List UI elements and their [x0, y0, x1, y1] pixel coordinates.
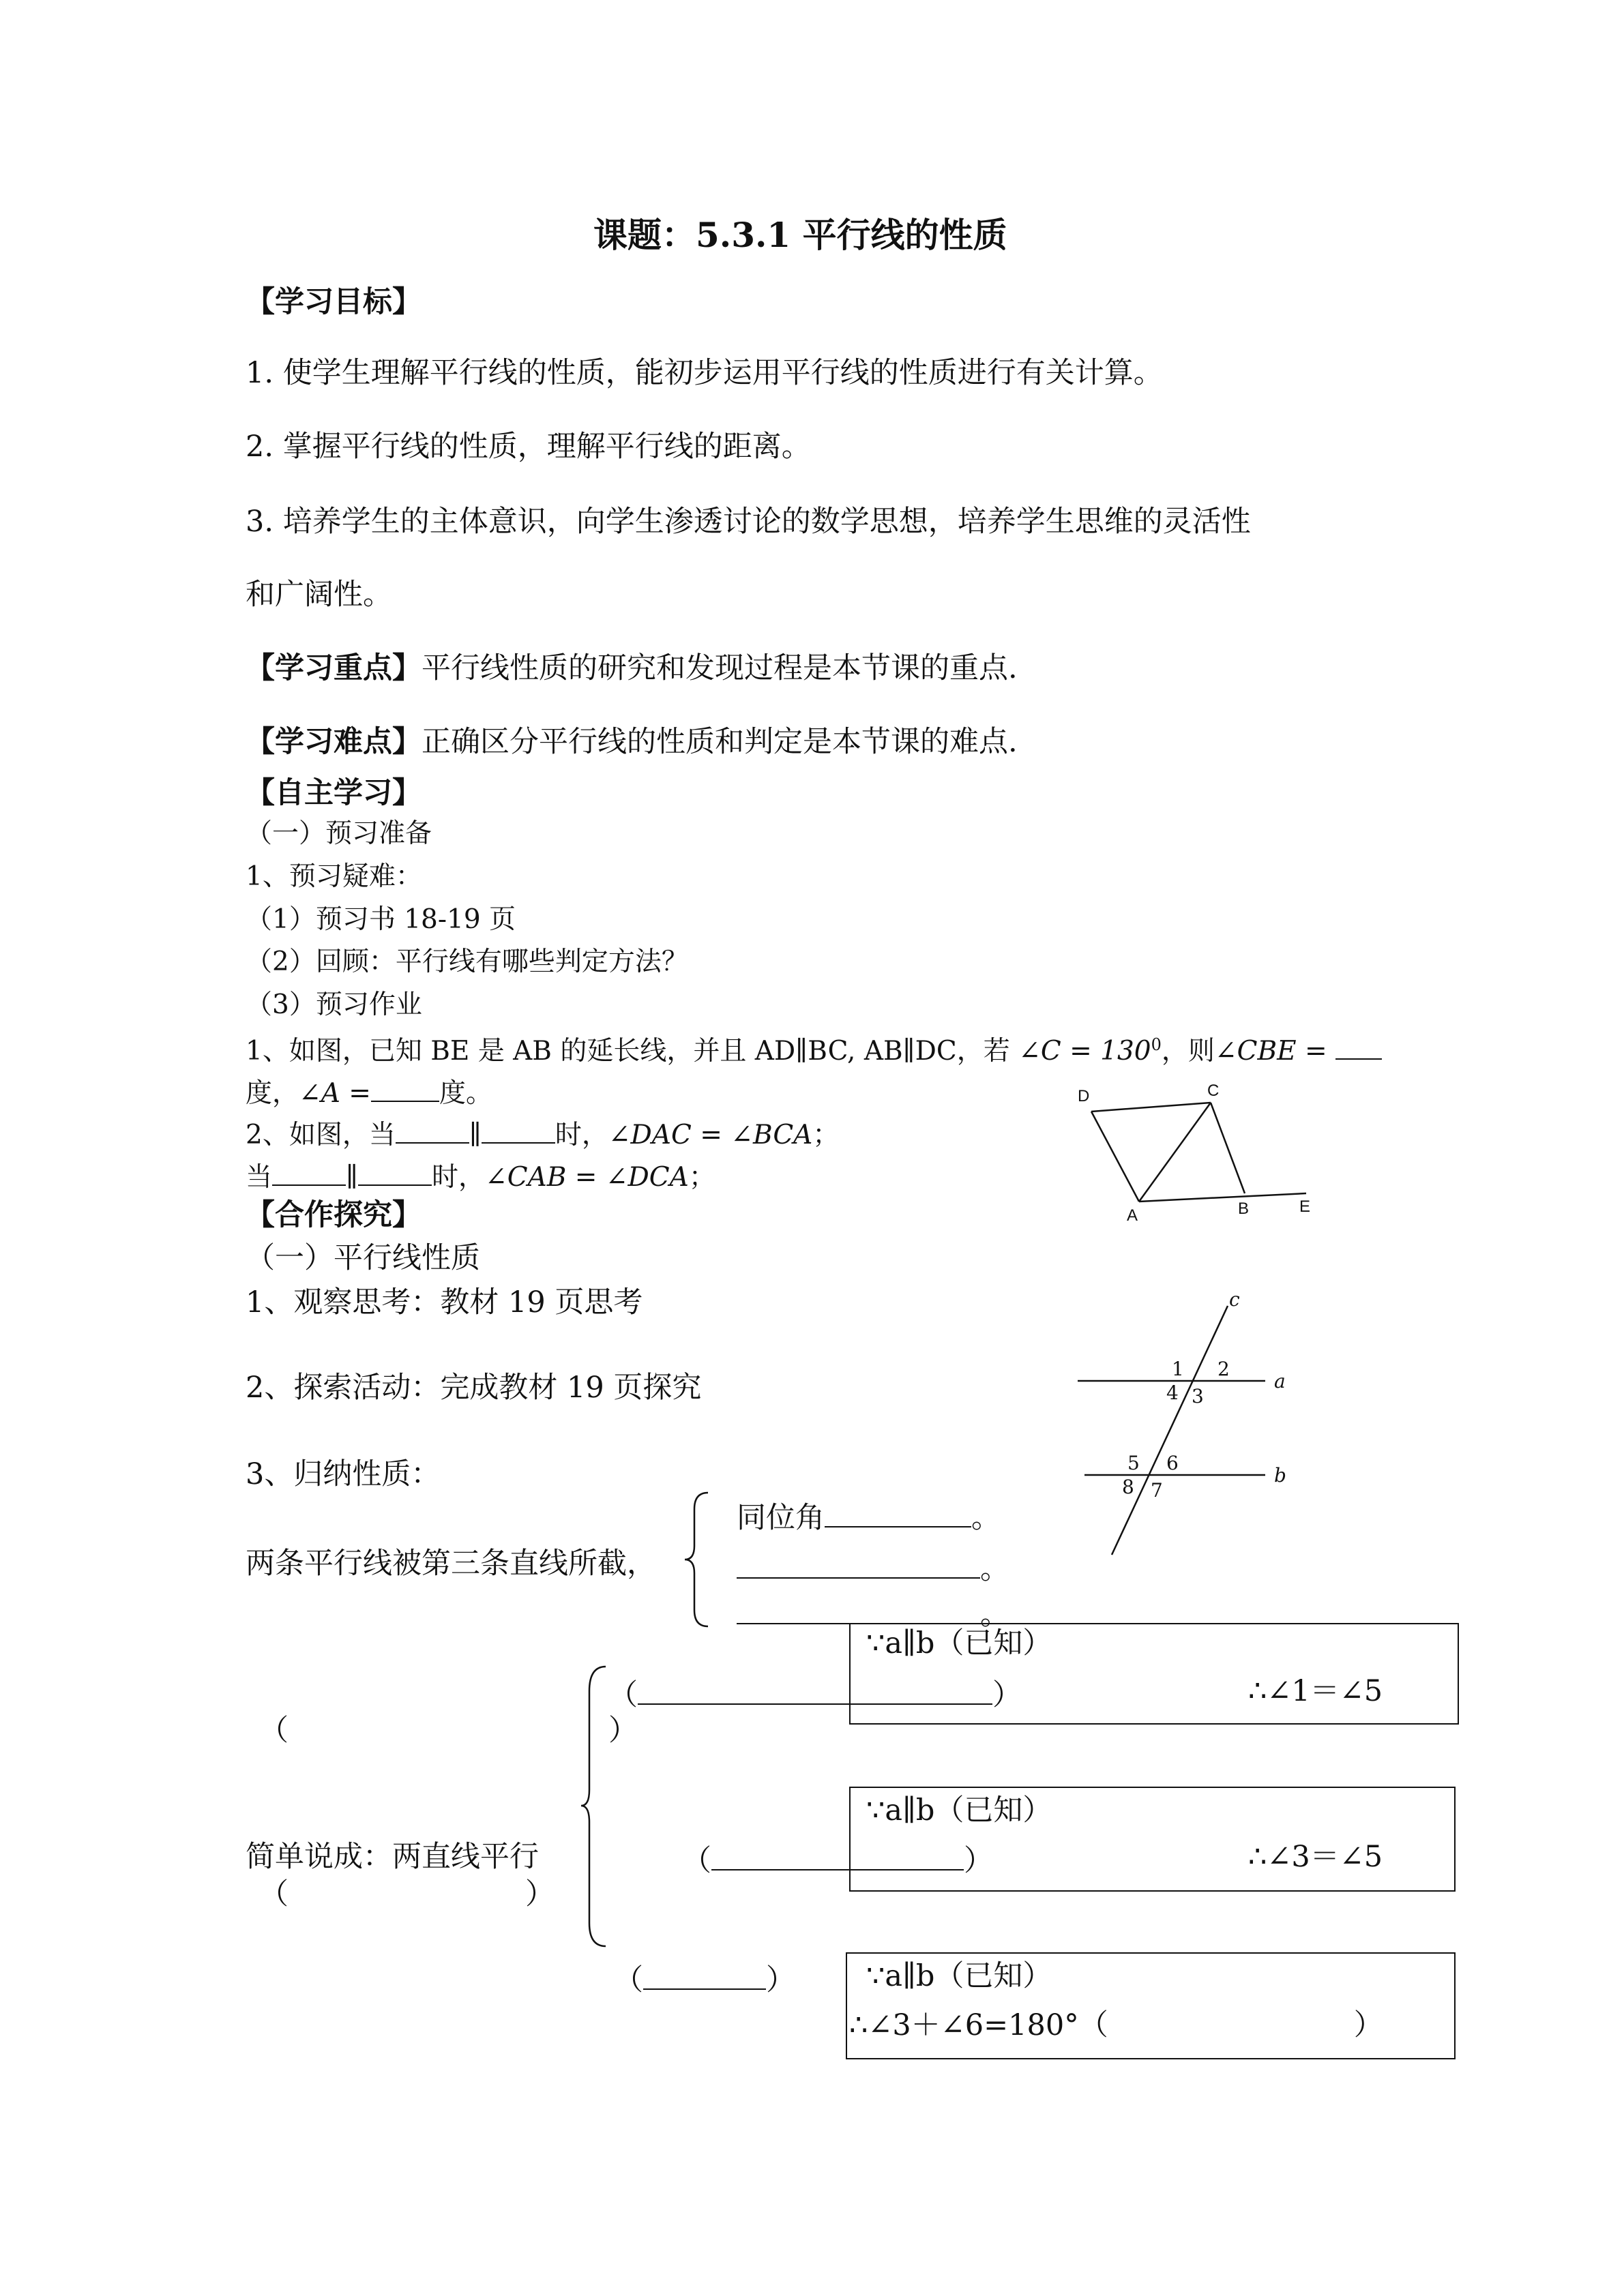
property-lead: 两条平行线被第三条直线所截，	[246, 1547, 656, 1581]
segment-da	[1091, 1112, 1139, 1202]
segment-ac	[1139, 1103, 1211, 1202]
label-d: D	[1078, 1087, 1090, 1105]
exercise-1-unit-end: 度。	[439, 1078, 492, 1109]
objective-1: 1. 使学生理解平行线的性质，能初步运用平行线的性质进行有关计算。	[246, 356, 1163, 390]
exercise-3-text: 当	[246, 1162, 273, 1193]
left-brace-2	[580, 1664, 610, 1950]
answer-blank[interactable]	[737, 1594, 980, 1624]
transversal-figure	[1071, 1288, 1303, 1565]
self-study-q1: 1、预习疑难：	[246, 861, 422, 892]
coop-heading: 【合作探究】	[246, 1198, 422, 1232]
key-point	[246, 651, 1018, 687]
close-paren: ）	[766, 1963, 795, 1997]
box3-equation: ∴∠3＋∠6=180°（	[849, 2008, 1108, 2042]
answer-blank[interactable]	[825, 1497, 971, 1527]
answer-blank[interactable]	[638, 1674, 992, 1705]
angle-6: 6	[1166, 1452, 1179, 1474]
reason-line-2	[682, 1840, 993, 1879]
reason-line-1-close: ）	[608, 1714, 638, 1748]
coop-item-1: 1、观察思考：教材 19 页思考	[246, 1285, 643, 1320]
label-a: A	[1127, 1206, 1138, 1225]
period: 。	[980, 1598, 1009, 1632]
property-option-2	[737, 1548, 1009, 1587]
simple-statement: 简单说成：两直线平行	[246, 1840, 539, 1874]
angle-5: 5	[1127, 1452, 1140, 1474]
blank-paren-open: （	[259, 1714, 289, 1748]
angle-1: 1	[1172, 1358, 1184, 1380]
exercise-2-line2	[246, 1158, 715, 1194]
self-study-sub1: （一）预习准备	[246, 818, 432, 849]
exercise-2-line1	[246, 1116, 839, 1152]
left-brace-1	[682, 1490, 713, 1630]
box1-conclusion: ∴∠1＝∠5	[1248, 1674, 1383, 1708]
label-c-line: c	[1229, 1288, 1240, 1311]
degree-mark: 0	[1151, 1035, 1162, 1054]
objectives-heading: 【学习目标】	[246, 285, 422, 319]
segment-ae	[1139, 1193, 1306, 1202]
segment-dc	[1091, 1103, 1211, 1112]
exercise-2-when: 时，	[555, 1120, 608, 1150]
angle-2: 2	[1217, 1358, 1230, 1380]
angle-equation: ∠CAB = ∠DCA	[485, 1162, 689, 1193]
box1-given: ∵a∥b（已知）	[866, 1626, 1052, 1660]
objective-2: 2. 掌握平行线的性质，理解平行线的距离。	[246, 430, 811, 464]
close-paren: ）	[964, 1844, 993, 1878]
page-title: 课题：5.3.1 平行线的性质	[593, 215, 1007, 255]
exercise-1-line2	[246, 1074, 492, 1110]
segment-cb	[1211, 1103, 1245, 1193]
answer-blank[interactable]	[711, 1840, 964, 1870]
simple-close-paren: ）	[525, 1877, 555, 1911]
property-option-1	[737, 1497, 1001, 1536]
box2-conclusion: ∴∠3＝∠5	[1248, 1840, 1383, 1874]
close-paren: ）	[992, 1678, 1022, 1712]
period: 。	[971, 1501, 1001, 1535]
corresponding-angles-label: 同位角	[737, 1501, 825, 1535]
parallel-symbol: ∥	[469, 1120, 482, 1150]
coop-sub1: （一）平行线性质	[246, 1241, 480, 1275]
exercise-1-unit: 度，	[246, 1078, 299, 1109]
period: 。	[980, 1552, 1009, 1586]
difficulty	[246, 725, 1018, 760]
open-paren: （	[608, 1678, 638, 1712]
coop-item-3: 3、归纳性质：	[246, 1457, 441, 1491]
difficulty-heading: 【学习难点】	[246, 725, 422, 759]
key-point-text: 平行线性质的研究和发现过程是本节课的重点.	[422, 651, 1018, 685]
line-c	[1112, 1306, 1228, 1555]
angle-a-expr: ∠A =	[299, 1078, 371, 1109]
angle-c-expr: ∠C = 130	[1018, 1036, 1151, 1067]
semicolon: ；	[812, 1120, 840, 1150]
self-study-heading: 【自主学习】	[246, 776, 422, 810]
open-paren: （	[614, 1963, 643, 1997]
exercise-1-line1	[246, 1032, 1382, 1068]
reason-line-3	[614, 1959, 795, 1999]
answer-blank[interactable]	[272, 1158, 346, 1186]
self-study-p3: （3）预习作业	[246, 989, 422, 1020]
exercise-2-text: 2、如图，当	[246, 1120, 396, 1150]
label-c: C	[1207, 1082, 1220, 1100]
box3-conclusion	[849, 2008, 1383, 2044]
label-b: B	[1238, 1199, 1250, 1218]
close-paren: ）	[1353, 2008, 1383, 2042]
angle-8: 8	[1122, 1476, 1134, 1498]
parallel-symbol: ∥	[346, 1162, 359, 1193]
label-b-line: b	[1274, 1464, 1286, 1487]
angle-3: 3	[1192, 1385, 1204, 1407]
self-study-p1: （1）预习书 18-19 页	[246, 904, 516, 935]
answer-blank[interactable]	[1335, 1032, 1382, 1060]
answer-blank[interactable]	[482, 1116, 555, 1144]
box2-given: ∵a∥b（已知）	[866, 1793, 1052, 1828]
answer-blank[interactable]	[396, 1116, 469, 1144]
label-e: E	[1299, 1197, 1311, 1216]
coop-item-2: 2、探索活动：完成教材 19 页探究	[246, 1371, 702, 1405]
answer-blank[interactable]	[371, 1074, 439, 1102]
self-study-p2: （2）回顾：平行线有哪些判定方法？	[246, 946, 688, 977]
angle-7: 7	[1151, 1479, 1163, 1502]
label-a-line: a	[1274, 1370, 1286, 1392]
angle-equation: ∠DAC = ∠BCA	[608, 1120, 813, 1150]
answer-blank[interactable]	[358, 1158, 432, 1186]
semicolon: ；	[688, 1162, 715, 1193]
answer-blank[interactable]	[737, 1548, 980, 1579]
exercise-3-when: 时，	[432, 1162, 486, 1193]
open-paren: （	[682, 1844, 711, 1878]
exercise-1-then: ，则	[1161, 1036, 1215, 1067]
angle-4: 4	[1166, 1382, 1179, 1404]
simple-open-paren: （	[259, 1877, 289, 1911]
objective-3-cont: 和广阔性。	[246, 578, 392, 612]
objective-3: 3. 培养学生的主体意识，向学生渗透讨论的数学思想，培养学生思维的灵活性	[246, 505, 1251, 539]
box3-given: ∵a∥b（已知）	[866, 1959, 1052, 1993]
key-point-heading: 【学习重点】	[246, 651, 422, 685]
exercise-1-text: 1、如图，已知 BE 是 AB 的延长线，并且 AD∥BC, AB∥DC，若	[246, 1036, 1010, 1067]
reason-line-1	[608, 1674, 1022, 1714]
answer-blank[interactable]	[643, 1959, 766, 1990]
angle-cbe-expr: ∠CBE =	[1214, 1036, 1327, 1067]
parallelogram-figure	[1064, 1081, 1350, 1224]
difficulty-text: 正确区分平行线的性质和判定是本节课的难点.	[422, 725, 1018, 759]
